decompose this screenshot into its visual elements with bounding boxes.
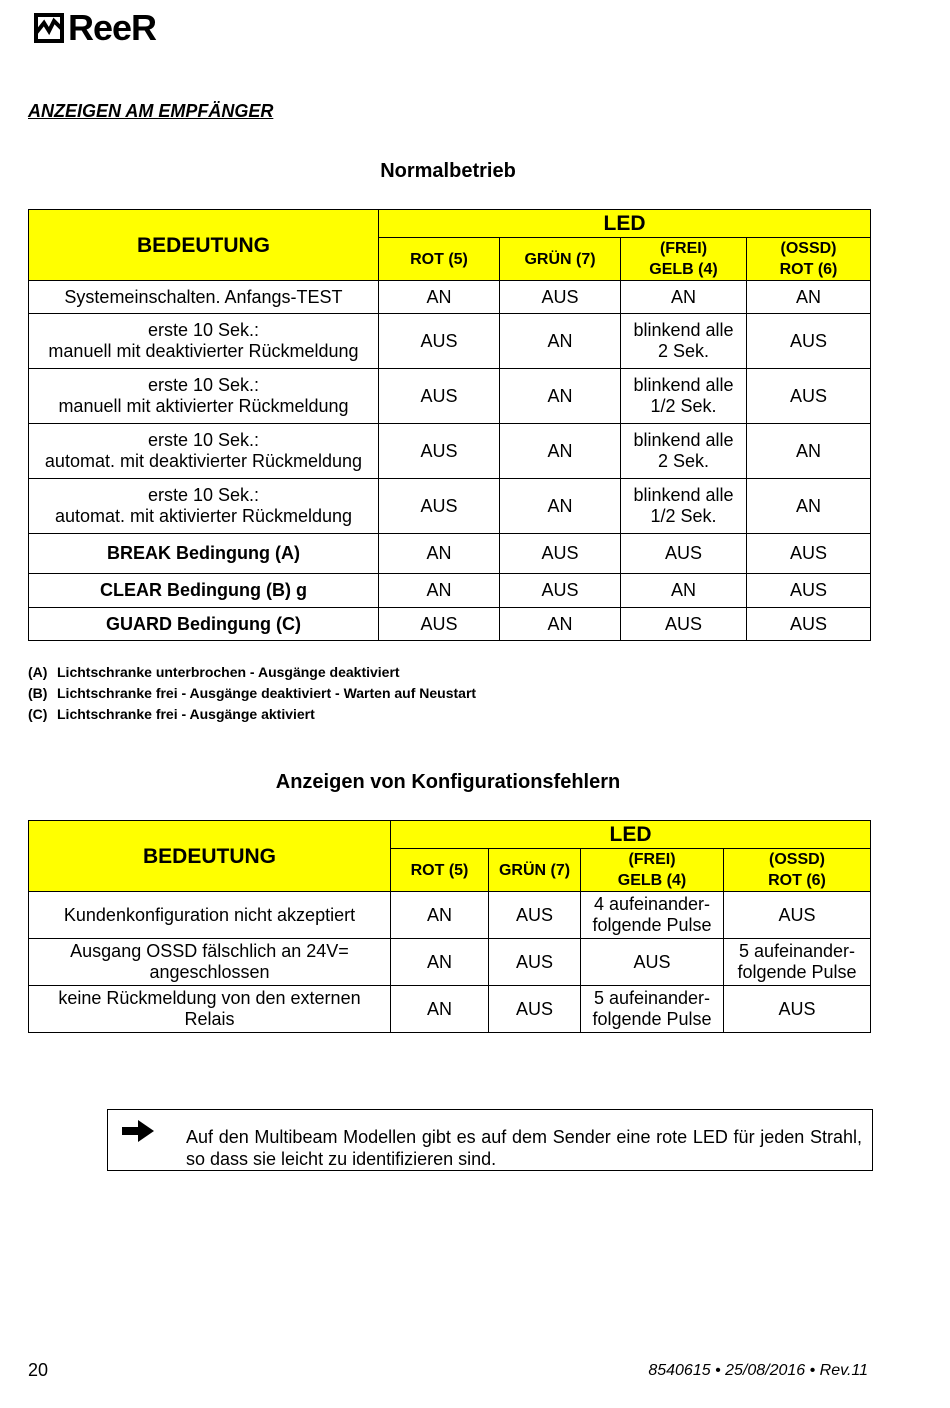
row-meaning: erste 10 Sek.: manuell mit deaktivierter Rückmeldung (29, 314, 379, 369)
table-row (29, 534, 871, 574)
led-state: AN (500, 479, 621, 534)
led-state: AUS (747, 314, 871, 369)
led-state: blinkend alle 2 Sek. (621, 314, 747, 369)
led-state: AUS (379, 424, 500, 479)
led-state: AN (500, 608, 621, 641)
document-reference: 8540615 • 25/08/2016 • Rev.11 (648, 1362, 868, 1379)
note-box (107, 1109, 873, 1171)
note-text: Auf den Multibeam Modellen gibt es auf dem Sender eine rote LED für jeden Strahl, so dass sie leicht zu identifizieren sind. (186, 1127, 862, 1169)
led-state: blinkend alle 1/2 Sek. (621, 369, 747, 424)
row-meaning: keine Rückmeldung von den externen Relais (29, 986, 391, 1033)
table-row (29, 892, 871, 939)
led-state: AN (379, 281, 500, 314)
led-header: LED (379, 210, 871, 238)
led-state: AN (379, 534, 500, 574)
page-number: 20 (28, 1360, 49, 1380)
led-column-header: ROT (5) (379, 238, 500, 281)
led-state: AUS (747, 534, 871, 574)
footnotes (28, 662, 476, 725)
led-state: AUS (581, 939, 724, 986)
table-row (29, 281, 871, 314)
led-state: AN (379, 574, 500, 608)
footnote-text: Lichtschranke frei - Ausgänge deaktiviert - Warten auf Neustart (57, 685, 477, 701)
row-meaning: CLEAR Bedingung (B) g (29, 574, 379, 608)
arrow-right-icon (120, 1118, 156, 1144)
meaning-header: BEDEUTUNG (29, 210, 379, 281)
table-row (29, 479, 871, 534)
led-state: AUS (379, 608, 500, 641)
led-column-header: GRÜN (7) (500, 238, 621, 281)
footnote-text: Lichtschranke unterbrochen - Ausgänge deaktiviert (57, 664, 400, 680)
row-meaning: GUARD Bedingung (C) (29, 608, 379, 641)
footnote-tag: (B) (28, 685, 48, 701)
led-state: AUS (724, 986, 871, 1033)
row-meaning: erste 10 Sek.: automat. mit aktivierter Rückmeldung (29, 479, 379, 534)
section-heading: ANZEIGEN AM EMPFÄNGER (28, 101, 274, 121)
led-state: AN (391, 892, 489, 939)
table-row (29, 608, 871, 641)
footnote (28, 704, 476, 725)
footnote-text: Lichtschranke frei - Ausgänge aktiviert (57, 706, 315, 722)
footnote-tag: (C) (28, 706, 48, 722)
led-state: AUS (489, 986, 581, 1033)
led-state: AUS (500, 574, 621, 608)
led-column-header: (OSSD) ROT (6) (747, 238, 871, 281)
led-state: AN (391, 986, 489, 1033)
footnote (28, 683, 476, 704)
led-state: AUS (724, 892, 871, 939)
led-state: AN (747, 479, 871, 534)
led-state: 5 aufeinander- folgende Pulse (581, 986, 724, 1033)
led-state: AUS (747, 608, 871, 641)
led-column-header: ROT (5) (391, 849, 489, 892)
logo-text: ReeR (68, 7, 157, 48)
normal-table-title: Normalbetrieb (380, 160, 516, 182)
table-row (29, 574, 871, 608)
led-state: AN (500, 424, 621, 479)
table-row (29, 424, 871, 479)
led-state: AUS (379, 314, 500, 369)
led-header: LED (391, 821, 871, 849)
table-row (29, 369, 871, 424)
led-state: 5 aufeinander- folgende Pulse (724, 939, 871, 986)
led-state: AUS (489, 939, 581, 986)
table-row (29, 314, 871, 369)
reer-logo-icon (34, 13, 64, 43)
led-state: AN (621, 574, 747, 608)
config-errors-table (28, 820, 871, 1033)
row-meaning: Ausgang OSSD fälschlich an 24V= angeschlossen (29, 939, 391, 986)
meaning-header: BEDEUTUNG (29, 821, 391, 892)
reer-logo (34, 8, 166, 48)
row-meaning: BREAK Bedingung (A) (29, 534, 379, 574)
led-state: 4 aufeinander- folgende Pulse (581, 892, 724, 939)
footnote-tag: (A) (28, 664, 48, 680)
led-state: AUS (379, 369, 500, 424)
table-row (29, 939, 871, 986)
led-column-header: (FREI) GELB (4) (621, 238, 747, 281)
led-state: AN (500, 314, 621, 369)
led-column-header: GRÜN (7) (489, 849, 581, 892)
led-column-header: (FREI) GELB (4) (581, 849, 724, 892)
row-meaning: Systemeinschalten. Anfangs-TEST (29, 281, 379, 314)
led-state: blinkend alle 1/2 Sek. (621, 479, 747, 534)
led-state: AUS (747, 369, 871, 424)
led-column-header: (OSSD) ROT (6) (724, 849, 871, 892)
led-state: AUS (621, 608, 747, 641)
led-state: blinkend alle 2 Sek. (621, 424, 747, 479)
footnote (28, 662, 476, 683)
normal-operation-table (28, 209, 871, 641)
led-state: AN (391, 939, 489, 986)
led-state: AUS (489, 892, 581, 939)
led-state: AN (747, 424, 871, 479)
led-state: AUS (747, 574, 871, 608)
row-meaning: Kundenkonfiguration nicht akzeptiert (29, 892, 391, 939)
row-meaning: erste 10 Sek.: manuell mit aktivierter Rückmeldung (29, 369, 379, 424)
led-state: AN (747, 281, 871, 314)
led-state: AN (621, 281, 747, 314)
led-state: AUS (621, 534, 747, 574)
led-state: AN (500, 369, 621, 424)
table-row (29, 986, 871, 1033)
row-meaning: erste 10 Sek.: automat. mit deaktivierter Rückmeldung (29, 424, 379, 479)
led-state: AUS (500, 281, 621, 314)
config-table-title: Anzeigen von Konfigurationsfehlern (275, 771, 621, 793)
led-state: AUS (500, 534, 621, 574)
led-state: AUS (379, 479, 500, 534)
